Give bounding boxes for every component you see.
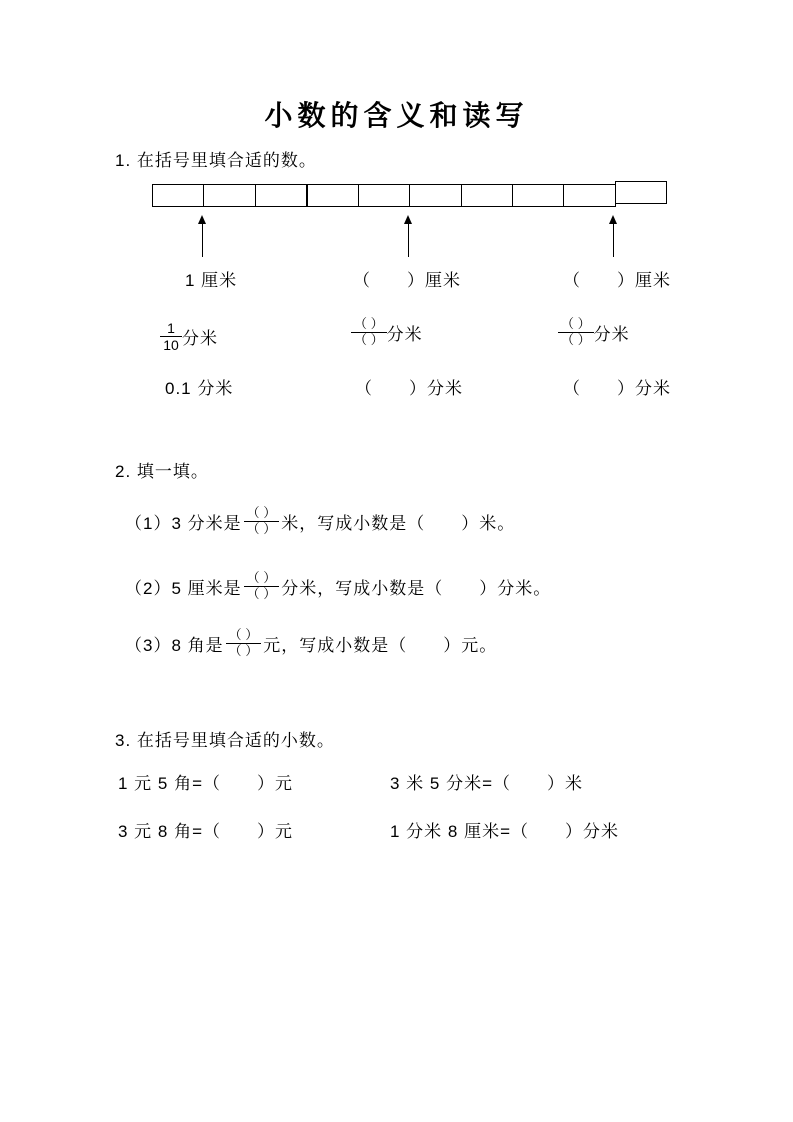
item-text-pre: （1）3 分米是	[125, 513, 242, 533]
question-1-heading: 1. 在括号里填合适的数。	[115, 151, 317, 170]
fraction	[244, 506, 280, 537]
fraction-numerator: （ ）	[246, 505, 277, 520]
item-text-pre: （2）5 厘米是	[125, 578, 242, 598]
question-2-item-1	[125, 506, 515, 537]
fraction-numerator: （ ）	[246, 570, 277, 585]
up-arrow-icon	[196, 215, 208, 258]
cm-label-blank: （ ）厘米	[563, 271, 671, 290]
fraction-numerator: （ ）	[561, 316, 591, 331]
ruler-cell	[512, 184, 564, 207]
question-2-heading: 2. 填一填。	[115, 462, 209, 481]
fraction	[160, 320, 182, 353]
item-text-post: 米，写成小数是（ ）米。	[281, 513, 516, 533]
decimal-label-blank: （ ）分米	[563, 379, 671, 398]
cm-label-blank: （ ）厘米	[353, 271, 461, 290]
ruler-cell	[203, 184, 255, 207]
ruler-cell	[461, 184, 513, 207]
fraction-one-tenth	[160, 320, 218, 353]
cm-label: 1 厘米	[185, 271, 238, 290]
fraction-denominator: 10	[163, 337, 179, 354]
ruler-cell	[255, 184, 308, 207]
conversion-blank: 3 米 5 分米=（ ）米	[390, 774, 584, 793]
fraction-numerator: （ ）	[354, 316, 384, 331]
item-text-pre: （3）8 角是	[125, 635, 224, 655]
up-arrow-icon	[607, 215, 619, 258]
ruler-cell	[409, 184, 461, 207]
fraction-unit: 分米	[593, 324, 630, 344]
page-title: 小数的含义和读写	[264, 100, 529, 131]
conversion-blank: 1 分米 8 厘米=（ ）分米	[390, 822, 620, 841]
fraction-denominator: （ ）	[354, 331, 384, 347]
ruler-cell	[563, 184, 615, 207]
conversion-blank: 1 元 5 角=（ ）元	[118, 774, 294, 793]
decimal-label-blank: （ ）分米	[355, 379, 463, 398]
fraction-denominator: （ ）	[246, 585, 277, 601]
fraction	[226, 628, 262, 659]
fraction-blank	[351, 317, 423, 348]
fraction-denominator: （ ）	[246, 520, 277, 536]
question-3-heading: 3. 在括号里填合适的小数。	[115, 731, 335, 750]
ruler-cell	[358, 184, 410, 207]
item-text-post: 元，写成小数是（ ）元。	[263, 635, 498, 655]
fraction	[351, 317, 387, 348]
fraction-denominator: （ ）	[228, 642, 259, 658]
ruler-cell	[615, 181, 667, 204]
decimal-label: 0.1 分米	[165, 379, 234, 398]
fraction	[244, 571, 280, 602]
conversion-blank: 3 元 8 角=（ ）元	[118, 822, 294, 841]
fraction-unit: 分米	[182, 329, 218, 349]
ruler-cell	[307, 184, 359, 207]
question-2-item-2	[125, 571, 551, 602]
fraction-denominator: （ ）	[561, 331, 591, 347]
fraction-blank	[558, 317, 630, 348]
fraction	[558, 317, 594, 348]
fraction-unit: 分米	[386, 324, 423, 344]
ruler-diagram	[152, 184, 667, 207]
up-arrow-icon	[402, 215, 414, 258]
ruler-cell	[152, 184, 204, 207]
question-2-item-3	[125, 628, 497, 659]
item-text-post: 分米，写成小数是（ ）分米。	[281, 578, 552, 598]
fraction-numerator: （ ）	[228, 627, 259, 642]
fraction-numerator: 1	[167, 320, 175, 336]
